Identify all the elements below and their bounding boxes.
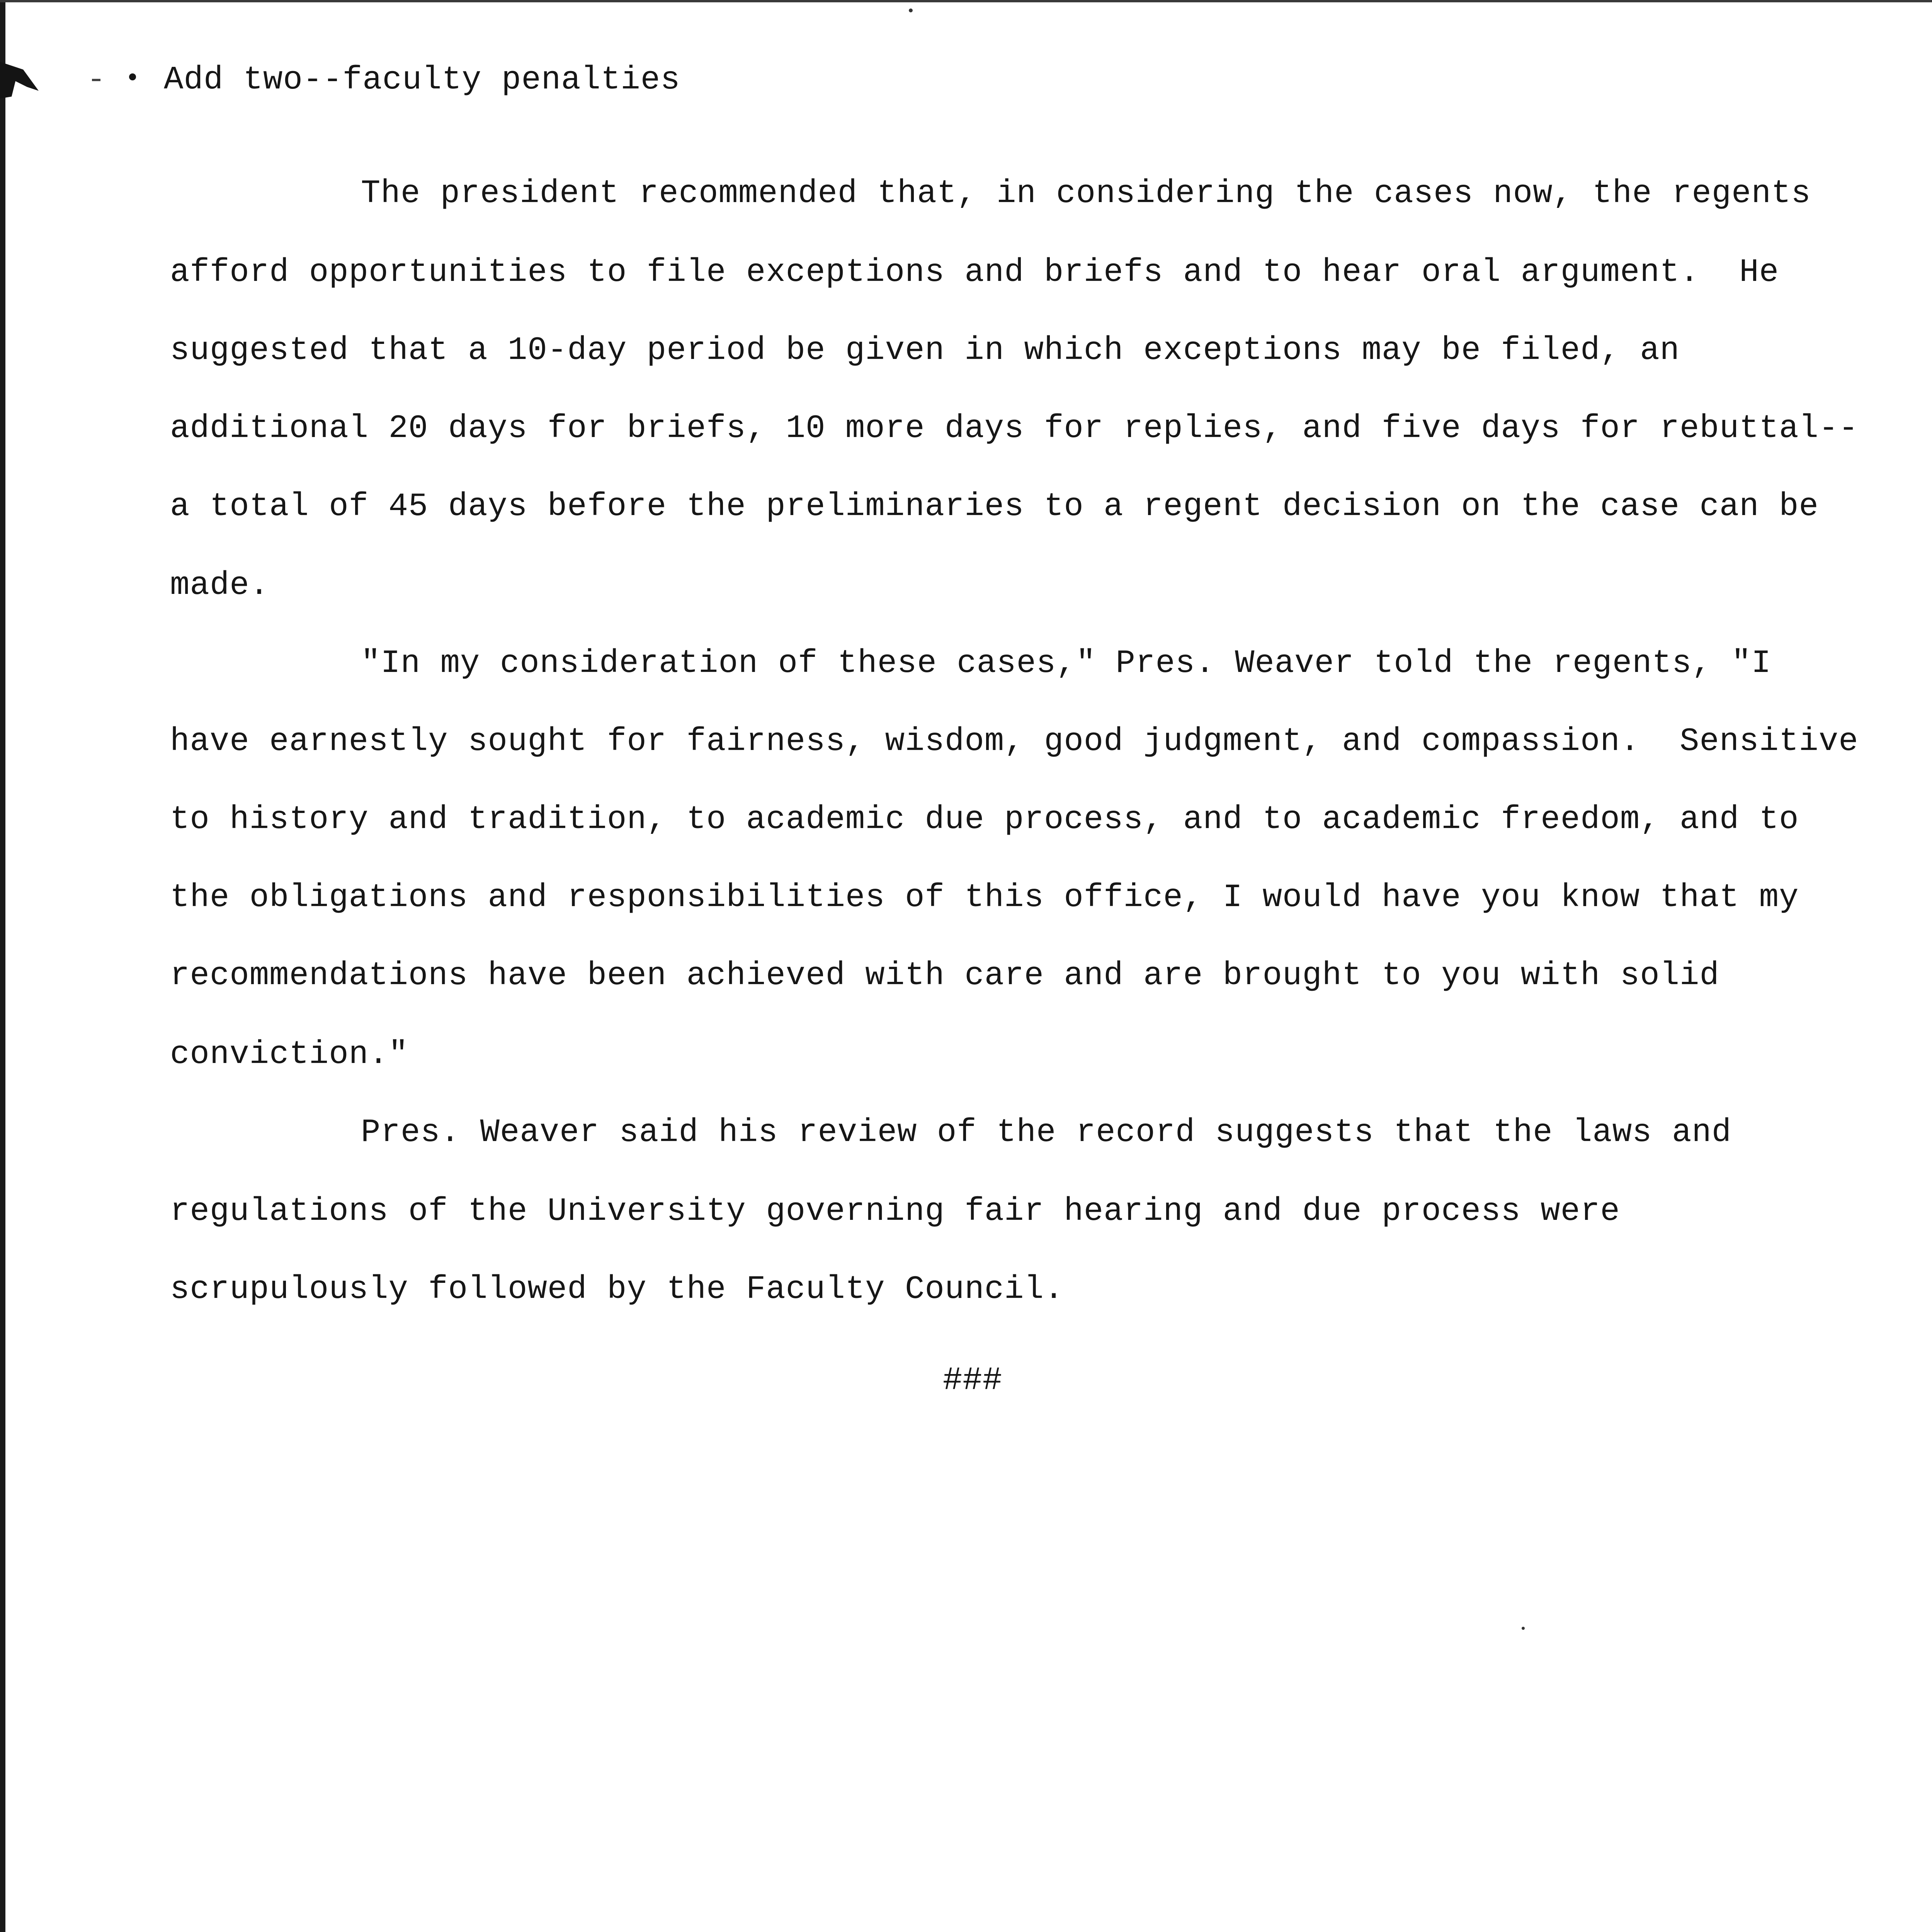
paragraph-line: the obligations and responsibilities of this office, I would have you know that my: [170, 879, 1799, 916]
paragraph-line: regulations of the University governing fair hearing and due process were: [170, 1193, 1620, 1230]
paragraph-line: have earnestly sought for fairness, wisdom, good judgment, and compassion. Sensitive: [170, 723, 1859, 760]
paragraph-line: to history and tradition, to academic due process, and to academic freedom, and to: [170, 801, 1799, 838]
end-mark: ###: [943, 1362, 1003, 1399]
paragraph-line: a total of 45 days before the preliminaries to a regent decision on the case can be: [170, 488, 1819, 525]
heading-bullet: [129, 73, 136, 80]
heading-text: Add two--faculty penalties: [164, 62, 680, 99]
scan-speck: [1522, 1627, 1525, 1630]
paragraph-line: Pres. Weaver said his review of the record suggests that the laws and: [361, 1114, 1732, 1151]
scan-speck: [909, 9, 913, 12]
paragraph-line: conviction.": [170, 1036, 408, 1073]
scan-dash-mark: [92, 79, 100, 81]
scan-left-edge: [0, 0, 5, 1932]
paragraph-line: suggested that a 10-day period be given in which exceptions may be filed, an: [170, 332, 1680, 369]
scan-top-edge: [0, 0, 1932, 2]
paragraph-line: afford opportunities to file exceptions and briefs and to hear oral argument. He: [170, 254, 1779, 291]
paragraph-line: recommendations have been achieved with care and are brought to you with solid: [170, 957, 1719, 994]
paragraph-line: additional 20 days for briefs, 10 more days for replies, and five days for rebuttal--: [170, 410, 1859, 447]
paragraph-line: made.: [170, 567, 270, 604]
paragraph-line: The president recommended that, in considering the cases now, the regents: [361, 175, 1811, 212]
paragraph-line: scrupulously followed by the Faculty Council.: [170, 1271, 1064, 1308]
binder-clip-mark-icon: [0, 54, 43, 104]
paragraph-line: "In my consideration of these cases," Pres. Weaver told the regents, "I: [361, 645, 1771, 682]
